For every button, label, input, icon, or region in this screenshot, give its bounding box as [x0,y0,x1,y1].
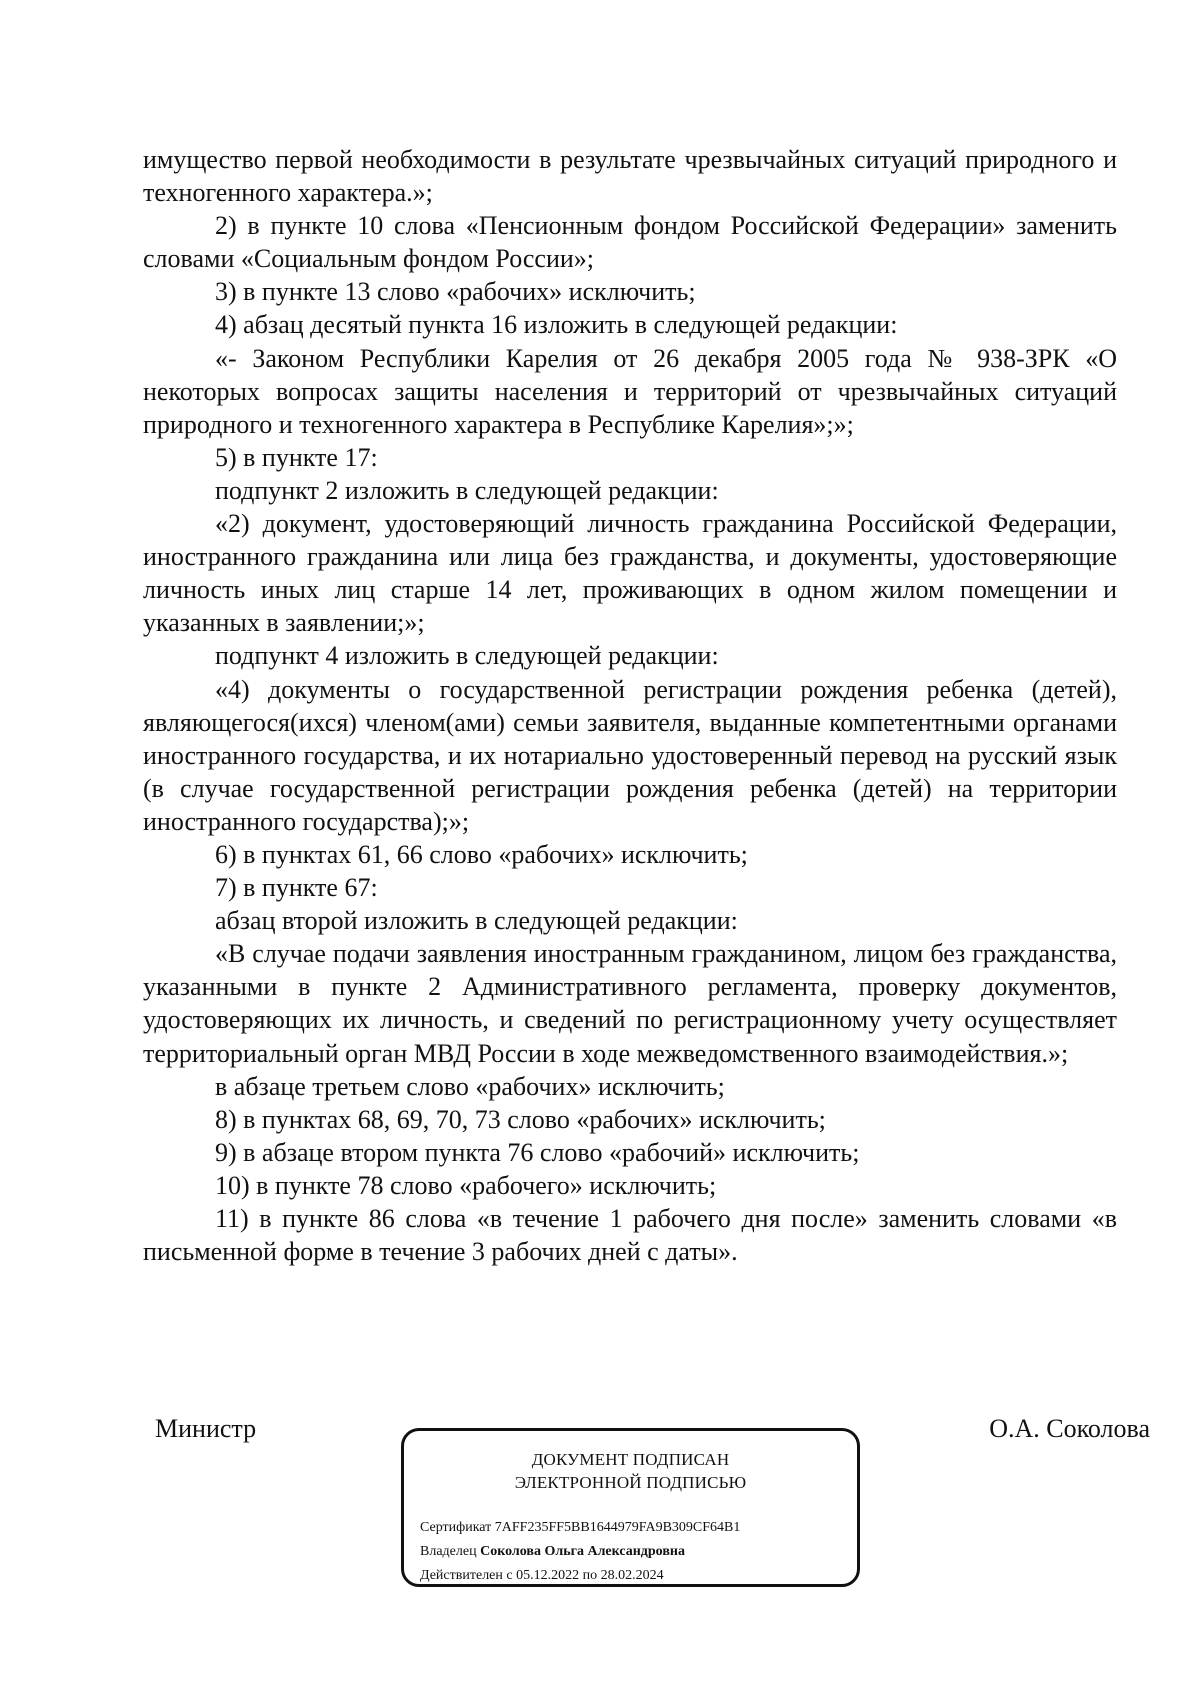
valid-from: 05.12.2022 [516,1568,580,1583]
paragraph: 9) в абзаце втором пункта 76 слово «рабочий» исключить; [215,1137,860,1167]
paragraph: 3) в пункте 13 слово «рабочих» исключить; [215,277,696,307]
paragraph: «4) документы о государственной регистрации рождения ребенка (детей), являющегося(ихся) членом(ами) семьи заявителя, выданные компетентными органами иностранного государства, и их нотариально удостоверенный перевод на русский язык (в случае государственной регистрации рождения ребенка (детей) на территории иностранного государства);»; [143,674,1117,836]
stamp-certificate [420,1519,740,1537]
certificate-value: 7AFF235FF5BB1644979FA9B309CF64B1 [494,1520,741,1535]
paragraph: «2) документ, удостоверяющий личность гражданина Российской Федерации, иностранного гражданина или лица без гражданства, и документы, удостоверяющие личность иных лиц старше 14 лет, проживающих в одном жилом помещении и указанных в заявлении;»; [143,509,1117,638]
paragraph: подпункт 4 изложить в следующей редакции: [215,641,719,671]
stamp-validity [420,1567,664,1585]
certificate-label: Сертификат [420,1520,492,1535]
valid-label: Действителен с [420,1568,513,1583]
paragraph: 10) в пункте 78 слово «рабочего» исключить; [215,1170,717,1200]
electronic-signature-stamp [401,1428,860,1587]
owner-label: Владелец [420,1544,477,1559]
paragraph: в абзаце третьем слово «рабочих» исключить; [215,1071,725,1101]
paragraph: «- Законом Республики Карелия от 26 декабря 2005 года № 938-ЗРК «О некоторых вопросах защиты населения и территорий от чрезвычайных ситуаций природного и техногенного характера в Республике Карелия»;»; [143,343,1117,439]
paragraph: 5) в пункте 17: [215,442,378,472]
signatory-name: О.А. Соколова [989,1414,1150,1443]
valid-to-label: по [582,1568,598,1583]
paragraph: 2) в пункте 10 слова «Пенсионным фондом Российской Федерации» заменить словами «Социальным фондом России»; [143,211,1117,274]
paragraph: 6) в пунктах 61, 66 слово «рабочих» исключить; [215,839,748,869]
paragraph: 4) абзац десятый пункта 16 изложить в следующей редакции: [215,310,898,340]
paragraph: «В случае подачи заявления иностранным гражданином, лицом без гражданства, указанными в пункте 2 Административного регламента, проверку документов, удостоверяющих их личность, и сведений по регистрационному учету осуществляет территориальный орган МВД России в ходе межведомственного взаимодействия.»; [143,939,1117,1068]
paragraph: 7) в пункте 67: [215,873,378,903]
stamp-owner [420,1543,685,1561]
stamp-heading-line: ЭЛЕКТРОННОЙ ПОДПИСЬЮ [514,1473,747,1492]
paragraph: абзац второй изложить в следующей редакции: [215,906,738,936]
paragraph: 8) в пунктах 68, 69, 70, 73 слово «рабочих» исключить; [215,1104,826,1134]
stamp-heading-line: ДОКУМЕНТ ПОДПИСАН [531,1450,730,1469]
document-body [143,143,1117,1268]
paragraph: имущество первой необходимости в результате чрезвычайных ситуаций природного и техногенного характера.»; [143,145,1117,208]
paragraph: подпункт 2 изложить в следующей редакции: [215,475,719,505]
stamp-heading [404,1448,857,1494]
owner-value: Соколова Ольга Александровна [480,1544,685,1559]
signatory-title: Министр [155,1414,257,1443]
paragraph: 11) в пункте 86 слова «в течение 1 рабочего дня после» заменить словами «в письменной форме в течение 3 рабочих дней с даты». [143,1204,1117,1267]
valid-to: 28.02.2024 [600,1568,664,1583]
